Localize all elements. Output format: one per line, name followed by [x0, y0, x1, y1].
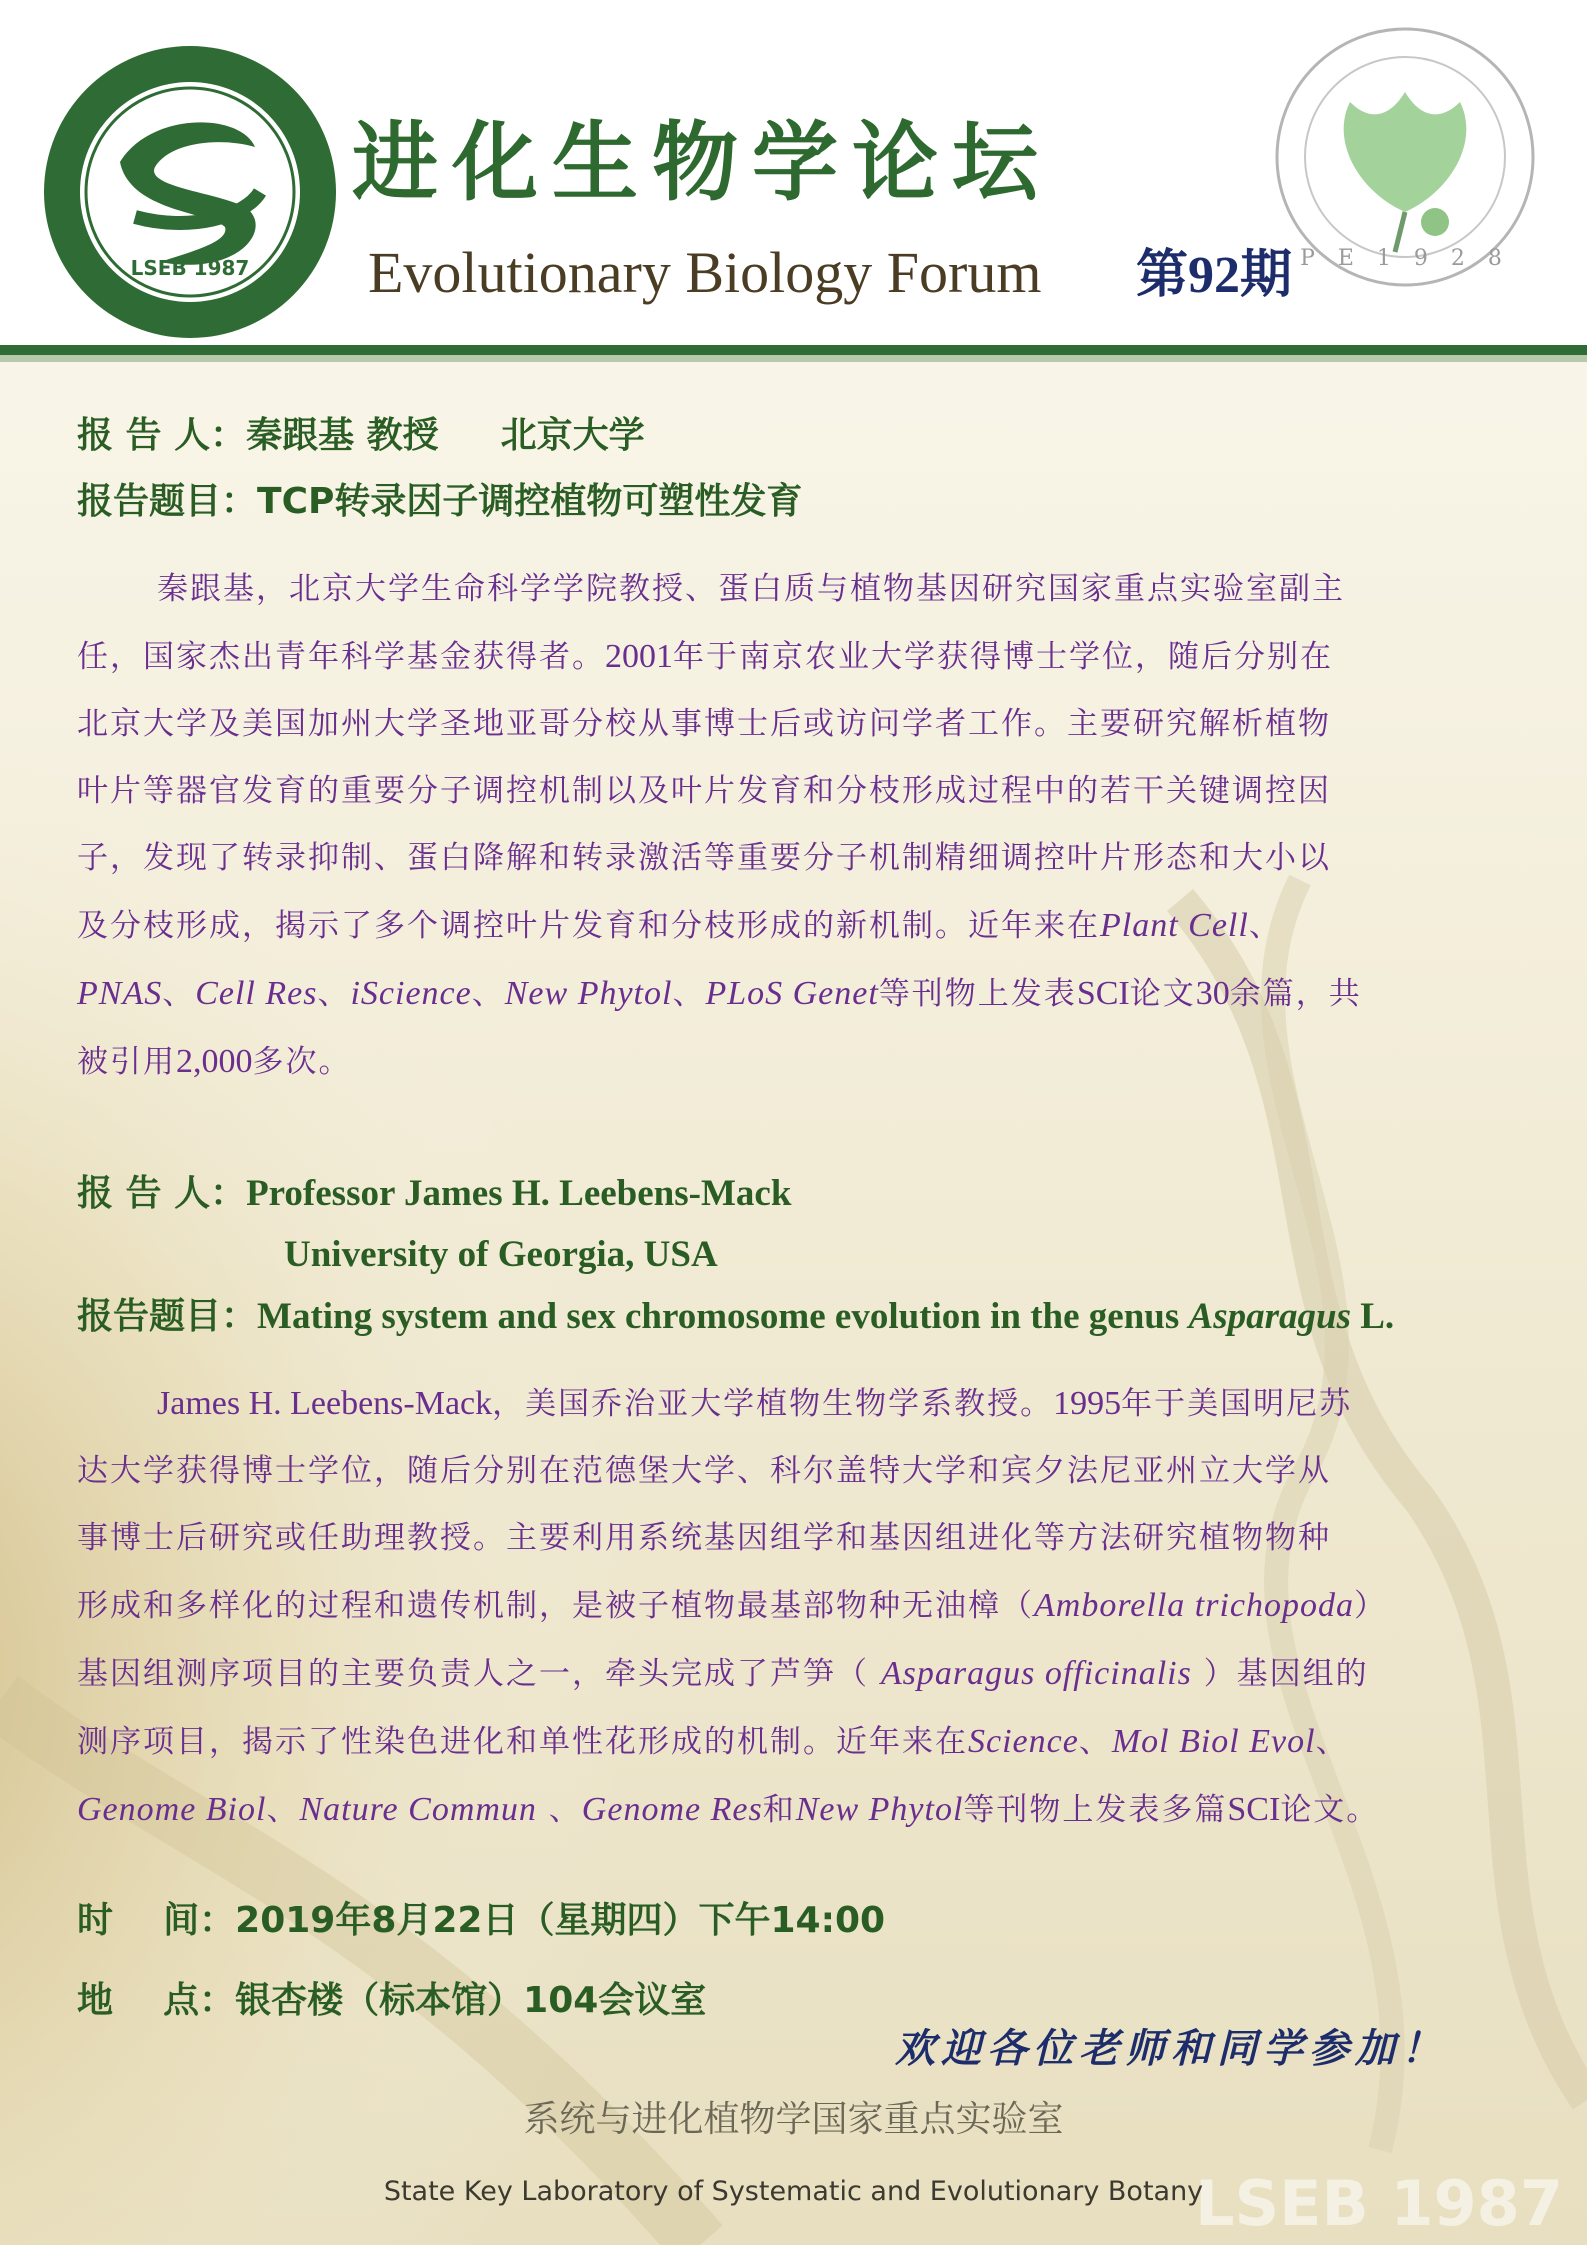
talk2-title-genus: Asparagus: [1188, 1296, 1351, 1337]
talk2-title: Mating system and sex chromosome evolution in the genus: [257, 1296, 1189, 1337]
bio-text: SCI: [1076, 975, 1130, 1012]
talk1-speaker-label: 报 告 人：: [77, 415, 247, 456]
bio-text: 、: [672, 976, 706, 1012]
footer-lab-name-en: State Key Laboratory of Systematic and Evolutionary Botany: [383, 2176, 1204, 2207]
talk1-bio: [77, 556, 1517, 1096]
event-time: 2019年8月22日（星期四）下午14:00: [235, 1900, 886, 1941]
bio-text: Amborella trichopoda: [1034, 1587, 1354, 1624]
bio-line: [77, 1028, 1517, 1096]
bio-text: 2001: [605, 638, 673, 675]
bio-text: 和: [762, 1792, 796, 1828]
bio-text: PLoS Genet: [705, 975, 879, 1012]
bio-text: ）: [1354, 1588, 1387, 1624]
bio-text: Genome Res: [581, 1791, 763, 1828]
bio-text: 被引用: [77, 1044, 176, 1080]
bio-text: ）基因组的: [1191, 1656, 1369, 1692]
bio-text: 、: [317, 976, 351, 1012]
bio-text: 论文。: [1280, 1792, 1380, 1828]
bio-text: 论文: [1129, 976, 1196, 1012]
bio-text: Mol Biol Evol: [1111, 1723, 1316, 1760]
bio-text: 及分枝形成，揭示了多个调控叶片发育和分枝形成的新机制。近年来在: [77, 908, 1100, 944]
bio-text: Genome Biol: [77, 1791, 267, 1828]
bio-line: [77, 1438, 1517, 1505]
bio-text: 测序项目，揭示了性染色进化和单性花形成的机制。近年来在: [77, 1724, 968, 1760]
talk2-title-end: L.: [1351, 1296, 1395, 1337]
talk2-speaker: Professor James H. Leebens-Mack: [246, 1173, 792, 1214]
event-place-row: [77, 1980, 707, 2021]
bio-line: [77, 825, 1517, 892]
issue-number: 第92期: [1136, 247, 1293, 304]
bio-text: SCI: [1227, 1791, 1281, 1828]
bio-text: Asparagus officinalis: [880, 1655, 1192, 1692]
talk2-title-row: [77, 1298, 1394, 1335]
footer-lab-name-cn: 系统与进化植物学国家重点实验室: [523, 2099, 1064, 2140]
bio-text: Nature Commun: [299, 1791, 537, 1828]
bio-text: Cell Res: [195, 975, 318, 1012]
talk2-speaker-label: 报 告 人：: [77, 1173, 247, 1214]
bio-text: 达大学获得博士学位，随后分别在范德堡大学、科尔盖特大学和宾夕法尼亚州立大学从: [77, 1453, 1331, 1489]
bio-line: [77, 1640, 1517, 1708]
bio-text: New Phytol: [795, 1791, 964, 1828]
bio-text: 基因组测序项目的主要负责人之一，牵头完成了芦笋（: [77, 1656, 881, 1692]
bio-text: 形成和多样化的过程和遗传机制，是被子植物最基部物种无油樟（: [77, 1588, 1034, 1624]
bio-text: 、: [1315, 1724, 1349, 1760]
talk1-speaker: 秦跟基 教授: [246, 415, 439, 456]
bio-line: [77, 1776, 1517, 1844]
bio-text: 多次。: [252, 1044, 352, 1080]
bio-text: 30: [1195, 975, 1230, 1012]
forum-title-cn: 进化生物学论坛: [352, 112, 1052, 213]
talk1-speaker-row: [77, 415, 645, 456]
event-place: 银杏楼（标本馆）104会议室: [235, 1980, 707, 2021]
watermark-text: LSEB 1987: [1195, 2167, 1563, 2240]
bio-line: [77, 1505, 1517, 1572]
bio-text: ，美国乔治亚大学植物生物学系教授。: [492, 1386, 1054, 1422]
bio-line: [77, 691, 1517, 758]
bio-text: 北京大学及美国加州大学圣地亚哥分校从事博士后或访问学者工作。主要研究解析植物: [77, 706, 1331, 742]
bio-text: 、: [266, 1792, 300, 1828]
bio-text: 子，发现了转录抑制、蛋白降解和转录激活等重要分子机制精细调控叶片形态和大小以: [77, 840, 1331, 876]
bio-text: James H. Leebens-Mack: [157, 1385, 493, 1422]
talk1-title: TCP转录因子调控植物可塑性发育: [257, 481, 803, 522]
bio-text: 任，国家杰出青年科学基金获得者。: [77, 639, 605, 675]
talk2-title-label: 报告题目：: [77, 1296, 258, 1337]
bio-line: [77, 892, 1517, 960]
bio-text: 、: [536, 1792, 582, 1828]
bio-text: 事博士后研究或任助理教授。主要利用系统基因组学和基因组进化等方法研究植物物种: [77, 1520, 1331, 1556]
talk1-title-label: 报告题目：: [77, 481, 258, 522]
bio-text: 、: [471, 976, 505, 1012]
bio-text: 叶片等器官发育的重要分子调控机制以及叶片发育和分枝形成过程中的若干关键调控因: [77, 773, 1331, 809]
bio-line: [77, 556, 1517, 623]
bio-text: 秦跟基，北京大学生命科学学院教授、蛋白质与植物基因研究国家重点实验室副主: [157, 571, 1345, 607]
bio-text: Plant Cell: [1100, 907, 1249, 944]
bio-line: [77, 1708, 1517, 1776]
talk2-affiliation: University of Georgia, USA: [284, 1234, 718, 1275]
bio-text: 年于美国明尼苏: [1121, 1386, 1353, 1422]
bio-text: 等刊物上发表: [878, 976, 1077, 1012]
bio-text: 2,000: [176, 1043, 253, 1080]
welcome-message: 欢迎各位老师和同学参加！: [895, 2025, 1447, 2072]
forum-title-en: Evolutionary Biology Forum: [368, 240, 1042, 305]
bio-line: [77, 758, 1517, 825]
bio-text: 、: [1248, 908, 1282, 944]
bio-line: [77, 960, 1517, 1028]
bio-text: 余篇，共: [1229, 976, 1362, 1012]
bio-text: 等刊物上发表多篇: [963, 1792, 1228, 1828]
event-time-label: 时 间：: [77, 1900, 236, 1941]
talk1-title-row: [77, 481, 803, 522]
lseb-logo-text: LSEB 1987: [130, 256, 250, 280]
pe-logo-text: P E 1 9 2 8: [1300, 246, 1510, 271]
event-place-label: 地 点：: [77, 1980, 236, 2021]
talk2-bio: [77, 1370, 1517, 1844]
bio-line: [77, 1572, 1517, 1640]
bio-text: 、: [162, 976, 196, 1012]
talk1-affiliation: 北京大学: [500, 415, 645, 456]
bio-text: 年于南京农业大学获得博士学位，随后分别在: [673, 639, 1333, 675]
bio-text: iScience: [350, 975, 472, 1012]
bio-text: New Phytol: [504, 975, 673, 1012]
event-time-row: [77, 1900, 886, 1941]
bio-line: [77, 1370, 1517, 1438]
bio-text: PNAS: [77, 975, 163, 1012]
bio-line: [77, 623, 1517, 691]
talk2-speaker-row: [77, 1175, 791, 1212]
bio-text: 、: [1078, 1724, 1112, 1760]
bio-text: 1995: [1053, 1385, 1122, 1422]
bio-text: Science: [968, 1723, 1079, 1760]
